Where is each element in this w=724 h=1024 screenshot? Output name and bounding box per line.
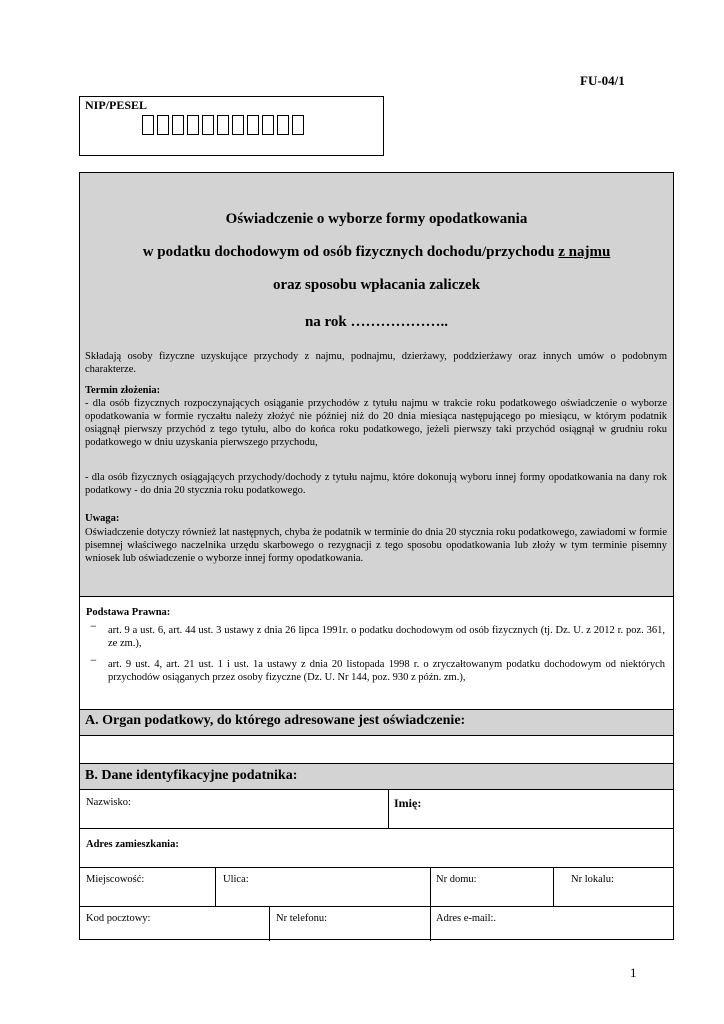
first-name-field[interactable]: Imię: <box>394 796 422 810</box>
nip-cell[interactable] <box>187 115 199 135</box>
legal-heading: Podstawa Prawna: <box>86 607 171 618</box>
address-row <box>80 828 673 867</box>
city-field[interactable]: Miejscowość: <box>86 874 145 885</box>
section-b-header <box>80 763 673 789</box>
dash-bullet: − <box>90 653 97 667</box>
legal-basis <box>80 596 673 709</box>
section-a-header <box>80 709 673 735</box>
nip-cell[interactable] <box>262 115 274 135</box>
name-row <box>80 789 673 828</box>
cell-divider <box>388 790 389 828</box>
nip-cell[interactable] <box>247 115 259 135</box>
email-field[interactable]: Adres e-mail:. <box>436 913 497 924</box>
nip-cell[interactable] <box>292 115 304 135</box>
form-subtitle <box>80 244 673 261</box>
deadline-item: - dla osób fizycznych rozpoczynających osiąganie przychodów z tytułu najmu w trakcie roku podatkowego oświadczenie o wyborze opodatkowania w formie ryczałtu należy złożyć nie później niż do 20 dnia miesiąca następującego po miesiącu, w którym podatnik osiągnął pierwszy przychód z tego tytułu, albo do końca roku podatkowego, jeżeli pierwszy taki przychód osiągnął w grudniu roku podatkowego w dniu uzyskania pierwszego przychodu, <box>85 398 667 448</box>
section-b-title: B. Dane identyfikacyjne podatnika: <box>85 768 298 783</box>
nip-cell[interactable] <box>232 115 244 135</box>
form-title: Oświadczenie o wyborze formy opodatkowania <box>225 211 528 227</box>
form-code: FU-04/1 <box>580 73 625 88</box>
intro-text: Składają osoby fizyczne uzyskujące przychody z najmu, podnajmu, dzierżawy, poddzierżawy oraz innych umów o podobnym charakterze. <box>85 351 667 375</box>
deadline-item: - dla osób fizycznych osiągających przychody/dochody z tytułu najmu, które dokonują wyboru innej formy opodatkowania na dany rok podatkowy - do dnia 20 stycznia roku podatkowego. <box>85 472 667 496</box>
nip-pesel-cells[interactable] <box>142 115 307 135</box>
legal-item: art. 9 a ust. 6, art. 44 ust. 3 ustawy z dnia 26 lipca 1991r. o podatku dochodowym od osób fizycznych (tj. Dz. U. z 2012 r. poz. 361, ze zm.), <box>108 625 665 649</box>
cell-divider <box>215 868 216 906</box>
dash-bullet: − <box>90 619 97 633</box>
tax-office-field[interactable] <box>80 735 673 763</box>
legal-item: art. 9 ust. 4, art. 21 ust. 1 i ust. 1a ustawy z dnia 20 listopada 1998 r. o zryczałtowanym podatku dochodowym od niektórych przychodów osiąganych przez osoby fizyczne (Dz. U. Nr 144, poz. 930 z późn. zm.), <box>108 659 665 683</box>
nip-cell[interactable] <box>172 115 184 135</box>
cell-divider <box>269 907 270 941</box>
note-heading: Uwaga: <box>85 513 120 524</box>
location-row <box>80 867 673 906</box>
form-subtitle-2: oraz sposobu wpłacania zaliczek <box>272 277 481 293</box>
nip-pesel-label: NIP/PESEL <box>85 98 148 112</box>
form-header <box>80 173 673 596</box>
deadline-heading: Termin złożenia: <box>85 385 161 396</box>
section-a-title: A. Organ podatkowy, do którego adresowane jest oświadczenie: <box>85 713 466 728</box>
note-text: Oświadczenie dotyczy również lat następnych, chyba że podatnik w terminie do dnia 20 stycznia roku podatkowego, zawiadomi w formie pisemnej właściwego naczelnika urzędu skarbowego o rezygnacji z tego sposobu opodatkowania lub złoży w tym terminie pisemny wniosek lub oświadczenie o wyborze innej formy opodatkowania. <box>85 527 667 564</box>
surname-field[interactable]: Nazwisko: <box>86 797 131 808</box>
cell-divider <box>553 868 554 906</box>
flat-number-field[interactable]: Nr lokalu: <box>571 874 614 885</box>
cell-divider <box>430 907 431 941</box>
page-number: 1 <box>630 965 637 980</box>
address-label: Adres zamieszkania: <box>86 839 179 850</box>
nip-pesel-box <box>79 96 384 156</box>
tax-year[interactable]: na rok ……………….. <box>304 314 449 330</box>
nip-cell[interactable] <box>277 115 289 135</box>
nip-cell[interactable] <box>202 115 214 135</box>
subtitle-underlined: z najmu <box>558 244 611 260</box>
cell-divider <box>430 868 431 906</box>
subtitle-text: w podatku dochodowym od osób fizycznych dochodu/przychodu <box>142 244 559 260</box>
contact-row <box>80 906 673 941</box>
nip-cell[interactable] <box>142 115 154 135</box>
street-field[interactable]: Ulica: <box>223 874 249 885</box>
house-number-field[interactable]: Nr domu: <box>436 874 477 885</box>
declaration-form <box>79 172 674 940</box>
nip-cell[interactable] <box>217 115 229 135</box>
postal-code-field[interactable]: Kod pocztowy: <box>86 913 151 924</box>
phone-field[interactable]: Nr telefonu: <box>276 913 328 924</box>
nip-cell[interactable] <box>157 115 169 135</box>
